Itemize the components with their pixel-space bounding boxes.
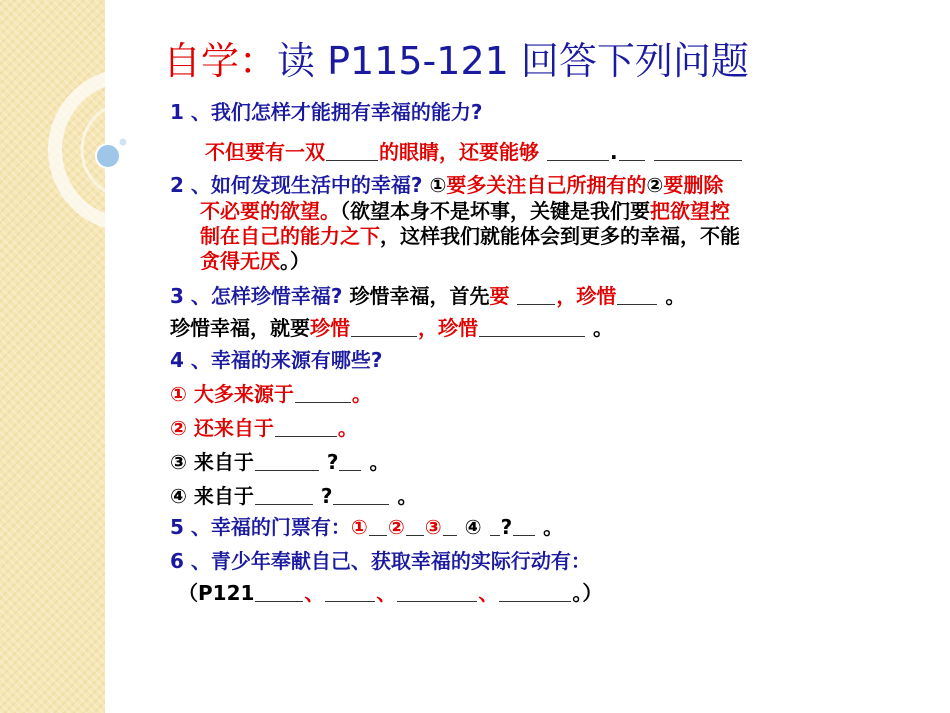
blank [326,140,378,161]
blank [490,515,500,536]
question-5: 5 、幸福的门票有：① ② ③ ④ ? 。 [170,515,564,539]
blank [547,140,609,161]
blank [333,484,389,505]
question-1: 1 、我们怎样才能拥有幸福的能力? [170,100,483,124]
answer-3: 珍惜幸福，就要珍惜 ，珍惜 。 [170,316,613,340]
answer-1: 不但要有一双 的眼睛，还要能够 . [205,139,743,165]
source-2: ② 还来自于 。 [170,416,358,440]
blank [619,140,645,161]
blank [479,316,585,337]
blank [351,316,417,337]
answer-2-line3: 制在自己的能力之下，这样我们就能体会到更多的幸福，不能 [200,224,740,248]
blank [339,450,361,471]
blank [654,140,742,161]
blank [406,515,424,536]
blank [499,581,571,602]
blank [325,581,375,602]
question-6: 6 、青少年奉献自己、获取幸福的实际行动有： [170,549,591,573]
blank [295,382,351,403]
blank [275,416,337,437]
answer-2-line4: 贪得无厌。） [200,249,310,273]
question-3: 3 、怎样珍惜幸福? 珍惜幸福，首先要 ，珍惜 。 [170,284,686,308]
source-1: ① 大多来源于 。 [170,382,372,406]
blank [397,581,477,602]
blank [369,515,387,536]
blank [255,581,303,602]
question-2: 2 、如何发现生活中的幸福? ①要多关注自己所拥有的②要删除 [170,173,724,197]
blank [617,284,657,305]
blank [443,515,457,536]
source-4: ④ 来自于 ? 。 [170,484,418,508]
question-4: 4 、幸福的来源有哪些? [170,348,383,372]
source-3: ③ 来自于 ? 。 [170,450,390,474]
blank [255,450,319,471]
answer-2-line2: 不必要的欲望。（欲望本身不是坏事，关键是我们要把欲望控 [200,199,730,223]
blank [517,284,555,305]
page-title: 自学：读 P115-121 回答下列问题 [163,39,749,83]
blank [255,484,313,505]
answer-6: （P121 、 、 、 。） [178,581,603,605]
blank [513,515,535,536]
